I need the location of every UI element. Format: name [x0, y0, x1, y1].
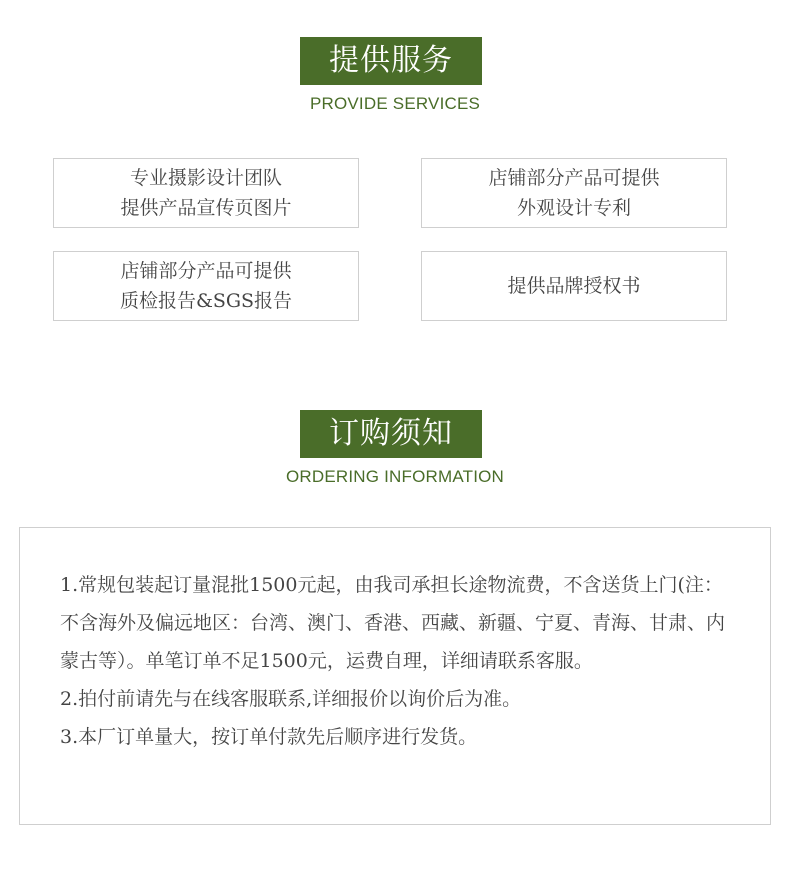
service-card-brand-authorization [421, 251, 727, 321]
service-card-design-patent [421, 158, 727, 228]
service-card-line: 专业摄影设计团队 [129, 167, 282, 189]
ordering-subtitle: ORDERING INFORMATION [285, 467, 505, 486]
ordering-paragraph-1: 1.常规包装起订量混批1500元起，由我司承担长途物流费，不含送货上门(注：不含海外及偏远地区：台湾、澳门、香港、西藏、新疆、宁夏、青海、甘肃、内蒙古等）。单笔订单不足1500元，运费自理，详细请联系客服。 [60, 574, 726, 672]
service-card-line: 店铺部分产品可提供 [488, 167, 660, 189]
services-title: 提供服务 [300, 37, 482, 85]
ordering-paragraph-2: 2.拍付前请先与在线客服联系,详细报价以询价后为准。 [60, 688, 522, 710]
ordering-title: 订购须知 [300, 410, 482, 458]
service-card-line: 提供品牌授权书 [507, 275, 641, 297]
ordering-info-box [19, 527, 771, 825]
services-subtitle: PROVIDE SERVICES [309, 94, 481, 113]
service-card-line: 提供产品宣传页图片 [120, 197, 292, 219]
service-card-quality-report [53, 251, 359, 321]
service-card-line: 外观设计专利 [516, 197, 631, 219]
service-card-line: 店铺部分产品可提供 [120, 260, 292, 282]
service-card-line: 质检报告&SGS报告 [119, 290, 293, 312]
ordering-paragraph-3: 3.本厂订单量大，按订单付款先后顺序进行发货。 [60, 726, 478, 748]
service-card-photography [53, 158, 359, 228]
